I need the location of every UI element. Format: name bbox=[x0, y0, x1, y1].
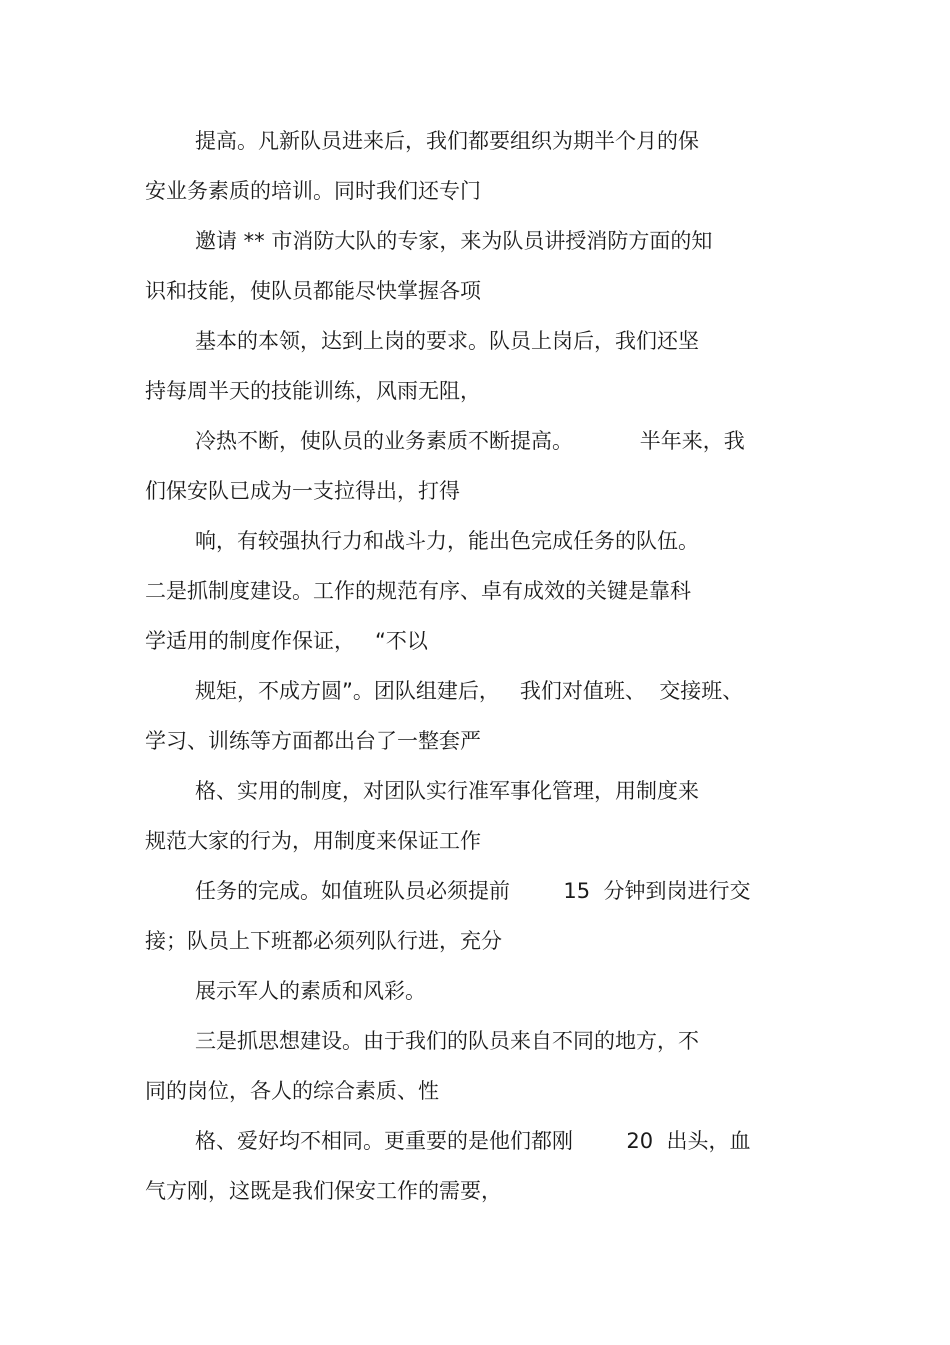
section-heading-line: 三是抓思想建设。由于我们的队员来自不同的地方，不 bbox=[195, 1029, 699, 1053]
text-line: 识和技能，使队员都能尽快掌握各项 bbox=[145, 279, 481, 303]
text-line: 学习、训练等方面都出台了一整套严 bbox=[145, 729, 481, 753]
text-line: 接；队员上下班都必须列队行进，充分 bbox=[145, 929, 502, 953]
text-line: 展示军人的素质和风彩。 bbox=[195, 979, 426, 1003]
text-line: 提高。凡新队员进来后，我们都要组织为期半个月的保 bbox=[195, 129, 699, 153]
text-line: 冷热不断，使队员的业务素质不断提高。 半年来，我 bbox=[195, 429, 745, 453]
text-line: 基本的本领，达到上岗的要求。队员上岗后，我们还坚 bbox=[195, 329, 699, 353]
text-line: 响，有较强执行力和战斗力，能出色完成任务的队伍。 bbox=[195, 529, 699, 553]
section-heading-line: 二是抓制度建设。工作的规范有序、卓有成效的关键是靠科 bbox=[145, 579, 691, 603]
text-line: 邀请 ** 市消防大队的专家，来为队员讲授消防方面的知 bbox=[195, 229, 713, 253]
text-line: 规范大家的行为，用制度来保证工作 bbox=[145, 829, 481, 853]
text-line: 持每周半天的技能训练，风雨无阻， bbox=[145, 379, 481, 403]
text-line: 格、实用的制度，对团队实行准军事化管理，用制度来 bbox=[195, 779, 699, 803]
text-line: 格、爱好均不相同。更重要的是他们都刚 20 出头，血 bbox=[195, 1129, 751, 1153]
text-line: 学适用的制度作保证， “不以 bbox=[145, 629, 428, 653]
text-line: 同的岗位，各人的综合素质、性 bbox=[145, 1079, 439, 1103]
text-line: 规矩，不成方圆”。团队组建后， 我们对值班、 交接班、 bbox=[195, 679, 744, 703]
text-line: 气方刚，这既是我们保安工作的需要， bbox=[145, 1179, 502, 1203]
text-line: 任务的完成。如值班队员必须提前 15 分钟到岗进行交 bbox=[195, 879, 751, 903]
text-line: 们保安队已成为一支拉得出，打得 bbox=[145, 479, 460, 503]
text-line: 安业务素质的培训。同时我们还专门 bbox=[145, 179, 481, 203]
